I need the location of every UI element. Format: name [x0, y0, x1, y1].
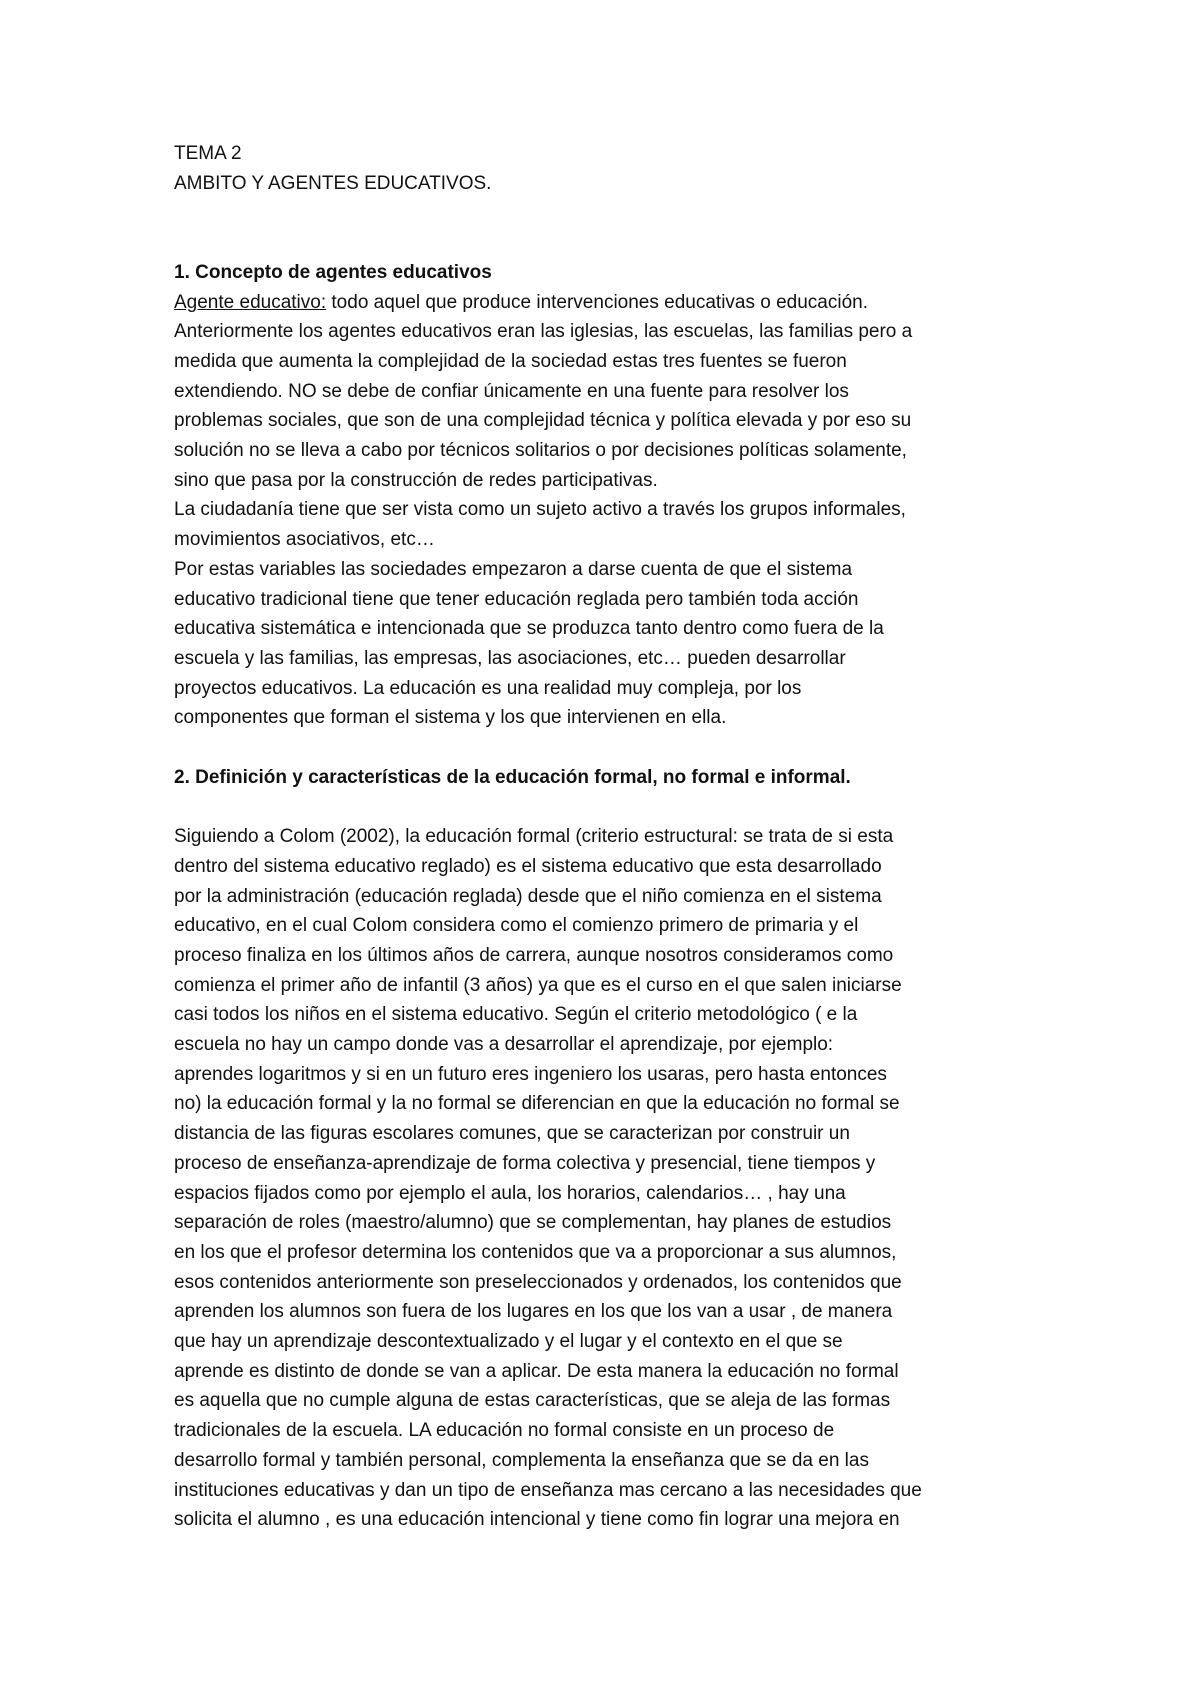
paragraph-line: espacios fijados como por ejemplo el aula, los horarios, calendarios… , hay una — [174, 1182, 846, 1204]
paragraph-line: escuela y las familias, las empresas, las asociaciones, etc… pueden desarrollar — [174, 647, 846, 669]
paragraph-line: solicita el alumno , es una educación intencional y tiene como fin lograr una mejora en — [174, 1509, 900, 1531]
section-2-heading: 2. Definición y características de la educación formal, no formal e informal. — [174, 766, 851, 788]
paragraph-line: Siguiendo a Colom (2002), la educación formal (criterio estructural: se trata de si esta — [174, 826, 894, 848]
section-1-heading: 1. Concepto de agentes educativos — [174, 261, 492, 283]
paragraph-line: es aquella que no cumple alguna de estas características, que se aleja de las formas — [174, 1390, 891, 1412]
paragraph-line: Por estas variables las sociedades empezaron a darse cuenta de que el sistema — [174, 558, 853, 580]
paragraph-line: tradicionales de la escuela. LA educación no formal consiste en un proceso de — [174, 1420, 835, 1442]
section-1 — [174, 258, 1074, 733]
paragraph-line: sino que pasa por la construcción de redes participativas. — [174, 469, 658, 491]
paragraph-line: en los que el profesor determina los contenidos que va a proporcionar a sus alumnos, — [174, 1241, 897, 1263]
paragraph-line: problemas sociales, que son de una complejidad técnica y política elevada y por eso su — [174, 410, 912, 432]
paragraph-line: instituciones educativas y dan un tipo de enseñanza mas cercano a las necesidades que — [174, 1479, 922, 1501]
tema-label: TEMA 2 — [174, 143, 242, 164]
document-header — [174, 139, 1074, 198]
paragraph-line: aprenden los alumnos son fuera de los lugares en los que los van a usar , de manera — [174, 1301, 893, 1323]
definition-text: todo aquel que produce intervenciones educativas o educación. — [326, 291, 869, 313]
section-2 — [174, 763, 1074, 1535]
paragraph-line: escuela no hay un campo donde vas a desarrollar el aprendizaje, por ejemplo: — [174, 1034, 834, 1056]
paragraph-line: comienza el primer año de infantil (3 años) ya que es el curso en el que salen iniciarse — [174, 974, 902, 996]
paragraph-line: casi todos los niños en el sistema educativo. Según el criterio metodológico ( e la — [174, 1004, 858, 1026]
paragraph-line: que hay un aprendizaje descontextualizado y el lugar y el contexto en el que se — [174, 1331, 843, 1353]
paragraph-line: componentes que forman el sistema y los que intervienen en ella. — [174, 707, 727, 729]
paragraph-line: aprendes logaritmos y si en un futuro eres ingeniero los usaras, pero hasta entonces — [174, 1063, 887, 1085]
document-page — [174, 139, 1074, 1535]
paragraph-line: por la administración (educación reglada) desde que el niño comienza en el sistema — [174, 885, 882, 907]
paragraph-line: aprende es distinto de donde se van a aplicar. De esta manera la educación no formal — [174, 1360, 899, 1382]
paragraph-line: movimientos asociativos, etc… — [174, 529, 435, 551]
paragraph-line: educativa sistemática e intencionada que se produzca tanto dentro como fuera de la — [174, 618, 884, 640]
paragraph-line: educativo, en el cual Colom considera como el comienzo primero de primaria y el — [174, 915, 859, 937]
paragraph-line: esos contenidos anteriormente son preseleccionados y ordenados, los contenidos que — [174, 1271, 902, 1293]
paragraph-line: proceso de enseñanza-aprendizaje de forma colectiva y presencial, tiene tiempos y — [174, 1152, 876, 1174]
paragraph-line: proyectos educativos. La educación es una realidad muy compleja, por los — [174, 677, 802, 699]
paragraph-line — [174, 288, 1074, 318]
paragraph-line: no) la educación formal y la no formal se diferencian en que la educación no formal se — [174, 1093, 900, 1115]
paragraph-line: proceso finaliza en los últimos años de carrera, aunque nosotros consideramos como — [174, 944, 894, 966]
paragraph-line: educativo tradicional tiene que tener educación reglada pero también toda acción — [174, 588, 859, 610]
paragraph-line: separación de roles (maestro/alumno) que se complementan, hay planes de estudios — [174, 1212, 892, 1234]
paragraph-line: extendiendo. NO se debe de confiar únicamente en una fuente para resolver los — [174, 380, 849, 402]
definition-term: Agente educativo: — [174, 291, 327, 313]
paragraph-line: Anteriormente los agentes educativos eran las iglesias, las escuelas, las familias pero a — [174, 321, 913, 343]
paragraph-line: distancia de las figuras escolares comunes, que se caracterizan por construir un — [174, 1123, 850, 1145]
document-title: AMBITO Y AGENTES EDUCATIVOS. — [174, 172, 492, 194]
paragraph-line: solución no se lleva a cabo por técnicos solitarios o por decisiones políticas solamente, — [174, 440, 907, 462]
paragraph-line: dentro del sistema educativo reglado) es el sistema educativo que esta desarrollado — [174, 855, 882, 877]
paragraph-line: desarrollo formal y también personal, complementa la enseñanza que se da en las — [174, 1449, 869, 1471]
paragraph-line: La ciudadanía tiene que ser vista como un sujeto activo a través los grupos informales, — [174, 499, 906, 521]
paragraph-line: medida que aumenta la complejidad de la sociedad estas tres fuentes se fueron — [174, 350, 847, 372]
